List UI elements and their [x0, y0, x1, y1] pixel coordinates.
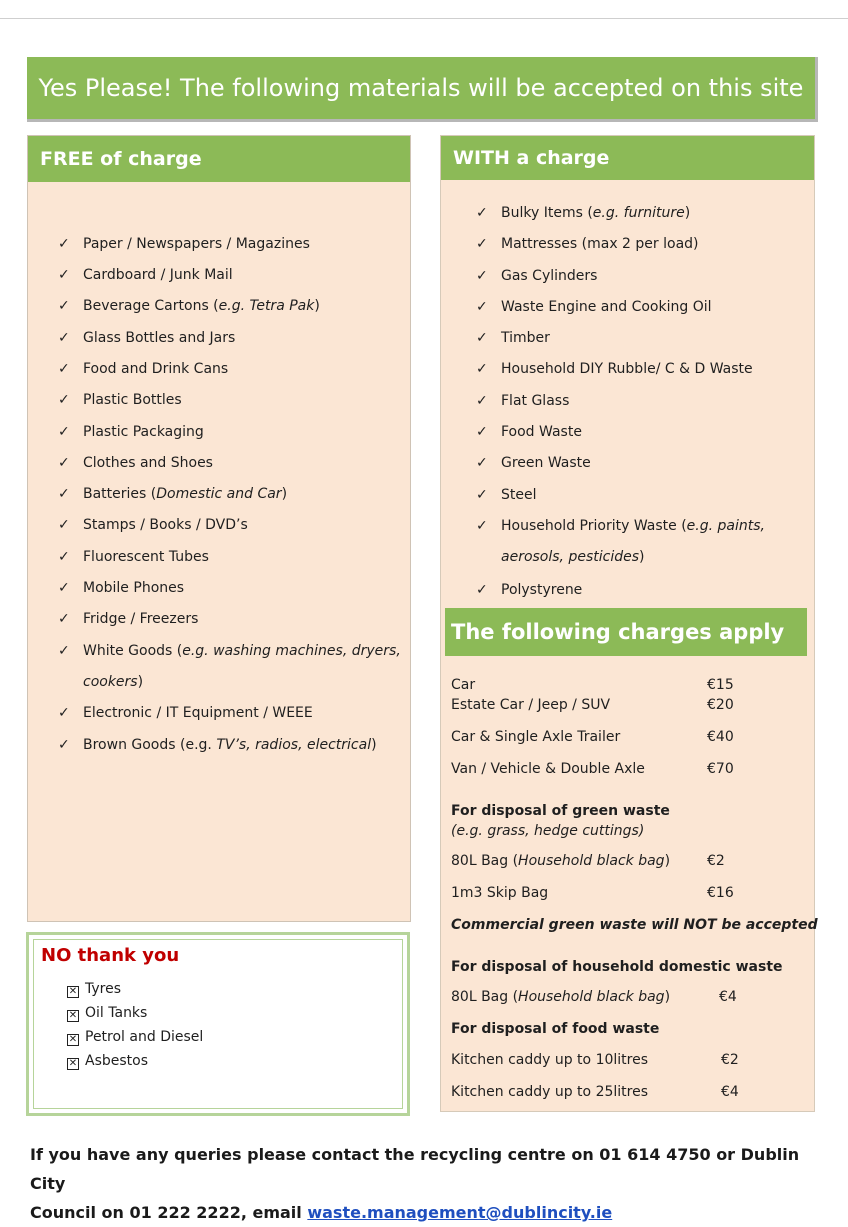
checkmark-icon: ✓	[58, 486, 70, 502]
no-thanks-title: NO thank you	[41, 945, 180, 966]
with-item	[501, 518, 765, 534]
checkmark-icon: ✓	[476, 299, 488, 315]
checkmark-icon: ✓	[476, 268, 488, 284]
checkmark-icon: ✓	[476, 455, 488, 471]
free-item-text: Batteries (	[83, 486, 157, 502]
with-item-text: Polystyrene	[501, 582, 583, 598]
domestic-waste-heading: For disposal of household domestic waste	[451, 959, 783, 975]
with-item	[501, 268, 597, 284]
checkmark-icon: ✓	[58, 361, 70, 377]
with-item	[501, 330, 550, 346]
green-bag-text: 80L Bag (	[451, 853, 519, 869]
free-item	[83, 643, 401, 659]
no-thanks-item-text: Petrol and Diesel	[85, 1029, 204, 1045]
vehicle-price: €70	[707, 761, 734, 777]
with-item-text: Waste Engine and Cooking Oil	[501, 299, 712, 315]
no-thanks-item-text: Tyres	[85, 981, 122, 997]
with-item	[501, 582, 582, 598]
green-bag-price: €2	[707, 853, 725, 869]
with-item	[501, 424, 582, 440]
with-item-note: e.g. paints,	[686, 518, 765, 534]
free-panel	[27, 135, 411, 922]
free-item-tail: )	[281, 486, 288, 502]
free-item	[83, 455, 213, 471]
checkmark-icon: ✓	[58, 298, 70, 314]
free-item-text: Food and Drink Cans	[83, 361, 229, 377]
no-thanks-item	[67, 1053, 148, 1070]
checkmark-icon: ✓	[58, 611, 70, 627]
free-item-text: Brown Goods (e.g.	[83, 737, 217, 753]
no-thanks-box	[26, 932, 410, 1116]
free-item-text: Plastic Bottles	[83, 392, 182, 408]
with-item-text: Household DIY Rubble/ C & D Waste	[501, 361, 753, 377]
checkmark-icon: ✓	[58, 267, 70, 283]
free-item-text: Stamps / Books / DVD’s	[83, 517, 248, 533]
banner-heading: Yes Please! The following materials will be accepted on this site	[27, 57, 818, 122]
free-item-note: cookers	[83, 674, 138, 690]
free-item	[83, 611, 198, 627]
checkmark-icon: ✓	[58, 737, 70, 753]
with-item-text: Green Waste	[501, 455, 591, 471]
green-bag-note: Household black bag	[518, 853, 665, 869]
with-item-text: Food Waste	[501, 424, 582, 440]
with-item	[501, 393, 569, 409]
with-item	[501, 361, 753, 377]
checkmark-icon: ✓	[476, 330, 488, 346]
vehicle-price: €15	[707, 677, 734, 693]
free-item	[83, 580, 184, 596]
with-item	[501, 299, 712, 315]
vehicle-price: €20	[707, 697, 734, 713]
crossed-box-icon: ✕	[68, 1010, 78, 1021]
checkmark-icon: ✓	[58, 705, 70, 721]
free-item-text: White Goods (	[83, 643, 183, 659]
free-item-note: e.g. washing machines, dryers,	[182, 643, 401, 659]
crossed-box-icon: ✕	[68, 1058, 78, 1069]
checkmark-icon: ✓	[58, 236, 70, 252]
free-item	[83, 236, 310, 252]
free-item-text: Fluorescent Tubes	[83, 549, 209, 565]
checkmark-icon: ✓	[476, 205, 488, 221]
free-item-text: Beverage Cartons (	[83, 298, 219, 314]
no-thanks-item	[67, 981, 121, 998]
free-item-text: Paper / Newspapers / Magazines	[83, 236, 310, 252]
vehicle-price: €40	[707, 729, 734, 745]
skip-bag-price: €16	[707, 885, 734, 901]
free-header: FREE of charge	[28, 136, 410, 182]
checkmark-icon: ✓	[58, 580, 70, 596]
free-item	[83, 674, 143, 690]
free-item-text: Mobile Phones	[83, 580, 185, 596]
domestic-bag-close: )	[664, 989, 671, 1005]
email-link[interactable]: waste.management@dublincity.ie	[307, 1203, 613, 1222]
with-item-tail: )	[639, 549, 645, 565]
checkmark-icon: ✓	[58, 455, 70, 471]
footer-line-2	[30, 1198, 820, 1227]
checkmark-icon: ✓	[476, 487, 488, 503]
with-item-text: Gas Cylinders	[501, 268, 598, 284]
free-item-tail: )	[137, 674, 144, 690]
with-item-text: Steel	[501, 487, 537, 503]
caddy-25-price: €4	[721, 1084, 739, 1100]
green-waste-note: (e.g. grass, hedge cuttings)	[451, 823, 645, 839]
checkmark-icon: ✓	[58, 517, 70, 533]
with-item-text: Household Priority Waste (	[501, 518, 687, 534]
checkmark-icon: ✓	[58, 643, 70, 659]
free-item-text: Cardboard / Junk Mail	[83, 267, 233, 283]
domestic-bag-note: Household black bag	[518, 989, 665, 1005]
free-item-tail: )	[371, 737, 377, 753]
with-item-text: Mattresses (max 2 per load)	[501, 236, 699, 252]
with-item	[501, 549, 644, 565]
free-item-text: Plastic Packaging	[83, 424, 204, 440]
vehicle-label: Car & Single Axle Trailer	[451, 729, 621, 745]
checkmark-icon: ✓	[58, 330, 70, 346]
with-item	[501, 205, 690, 221]
checkmark-icon: ✓	[476, 518, 488, 534]
crossed-box-icon: ✕	[68, 1034, 78, 1045]
free-item	[83, 737, 377, 753]
footer-line-1: If you have any queries please contact the recycling centre on 01 614 4750 or Dublin City	[30, 1145, 800, 1193]
free-item-text: Electronic / IT Equipment / WEEE	[83, 705, 313, 721]
no-thanks-item-text: Oil Tanks	[85, 1005, 148, 1021]
free-item	[83, 392, 182, 408]
checkmark-icon: ✓	[58, 424, 70, 440]
free-item	[83, 549, 209, 565]
domestic-bag-text: 80L Bag (	[451, 989, 519, 1005]
vehicle-label: Car	[451, 677, 476, 693]
commercial-note: Commercial green waste will NOT be accepted	[451, 917, 818, 933]
green-bag-close: )	[664, 853, 671, 869]
footer-line-2-text: Council on 01 222 2222, email	[30, 1203, 308, 1222]
free-item	[83, 517, 248, 533]
with-item-text: Flat Glass	[501, 393, 570, 409]
checkmark-icon: ✓	[476, 582, 488, 598]
free-item-text: Fridge / Freezers	[83, 611, 199, 627]
free-item-text: Glass Bottles and Jars	[83, 330, 236, 346]
with-item	[501, 455, 591, 471]
with-item	[501, 487, 537, 503]
with-item-note: aerosols, pesticides	[501, 549, 640, 565]
free-item-note: e.g. Tetra Pak	[218, 298, 315, 314]
skip-bag-label: 1m3 Skip Bag	[451, 885, 549, 901]
free-item	[83, 486, 287, 502]
free-item	[83, 705, 313, 721]
with-charge-header: WITH a charge	[441, 136, 814, 180]
domestic-bag-price: €4	[719, 989, 737, 1005]
green-waste-heading: For disposal of green waste	[451, 803, 670, 819]
free-item-note: TV’s, radios, electrical	[216, 737, 372, 753]
with-item-tail: )	[684, 205, 691, 221]
top-divider	[0, 18, 848, 19]
free-item	[83, 298, 320, 314]
domestic-bag-label	[451, 989, 670, 1005]
caddy-10-price: €2	[721, 1052, 739, 1068]
caddy-10-label: Kitchen caddy up to 10litres	[451, 1052, 649, 1068]
vehicle-label: Van / Vehicle & Double Axle	[451, 761, 645, 777]
free-item	[83, 267, 233, 283]
with-item-note: e.g. furniture	[592, 205, 685, 221]
crossed-box-icon: ✕	[68, 986, 78, 997]
with-item-text: Bulky Items (	[501, 205, 593, 221]
checkmark-icon: ✓	[58, 392, 70, 408]
no-thanks-item	[67, 1005, 147, 1022]
footer-contact	[30, 1140, 820, 1227]
no-thanks-item-text: Asbestos	[85, 1053, 149, 1069]
checkmark-icon: ✓	[476, 393, 488, 409]
checkmark-icon: ✓	[476, 361, 488, 377]
free-item-note: Domestic and Car	[156, 486, 282, 502]
green-bag-label	[451, 853, 670, 869]
caddy-25-label: Kitchen caddy up to 25litres	[451, 1084, 649, 1100]
food-waste-heading: For disposal of food waste	[451, 1021, 660, 1037]
free-item	[83, 330, 235, 346]
checkmark-icon: ✓	[476, 236, 488, 252]
free-item-tail: )	[314, 298, 320, 314]
checkmark-icon: ✓	[476, 424, 488, 440]
vehicle-label: Estate Car / Jeep / SUV	[451, 697, 611, 713]
with-item	[501, 236, 699, 252]
checkmark-icon: ✓	[58, 549, 70, 565]
free-item-text: Clothes and Shoes	[83, 455, 213, 471]
free-item	[83, 361, 228, 377]
with-item-text: Timber	[501, 330, 550, 346]
charges-header: The following charges apply	[445, 608, 807, 656]
no-thanks-item	[67, 1029, 203, 1046]
free-item	[83, 424, 204, 440]
